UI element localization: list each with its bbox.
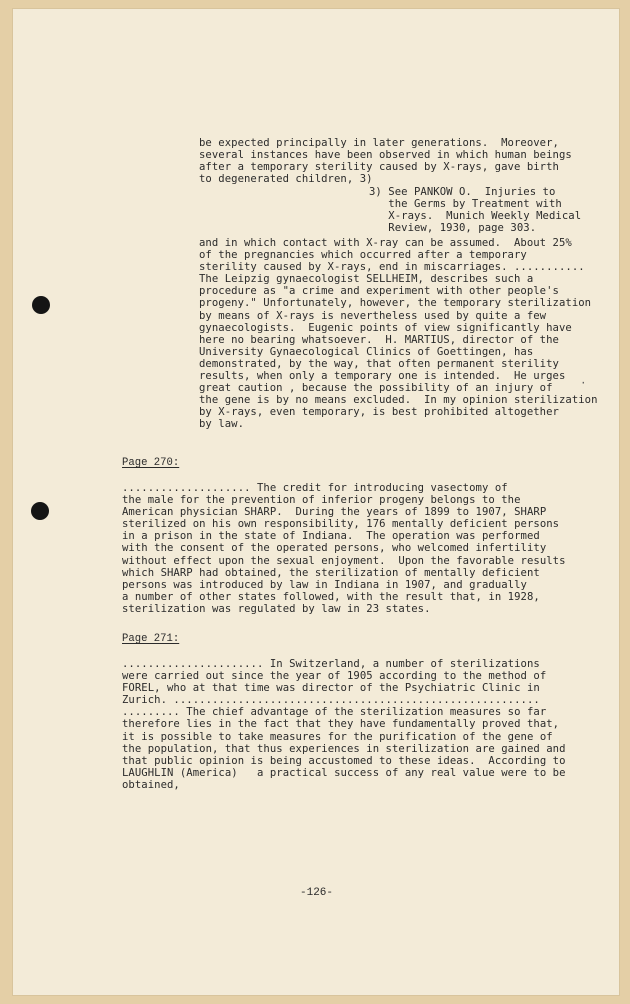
page-number: -126- (300, 887, 334, 899)
footnote-3: 3) See PANKOW O. Injuries to the Germs by Treatment with X-rays. Munich Weekly Medical Review, 1930, page 303. (369, 186, 582, 235)
paragraph-page-270: .................... The credit for introducing vasectomy of the male for the prevention of inferior progeny belongs to the American physician SHARP. During the years of 1899 to 1907, SHARP sterilized on his own responsibility, 176 mentally deficient persons in a prison in the state of Indiana. The operation was performed with the consent of the operated persons, who welcomed infertility without effect upon the sexual enjoyment. Upon the favorable results which SHARP had obtained, the sterilization of mentally deficient persons was introduced by law in Indiana in 1907, and gradually a number of other states followed, with the result that, in 1928, sterilization was regulated by law in 23 states. (122, 482, 566, 615)
paragraph-page-271: ...................... In Switzerland, a number of sterilizations were carried out since the year of 1905 according to the method of FOREL, who at that time was director of the Psychiatric Clinic in Zurich. ......................................................... ......... The chief advantage of the sterilization measures so far therefore lies in the fact that they have fundamentally proved that, it is possible to take measures for the purification of the gene of the population, that thus experiences in sterilization are gained and that public opinion is being accustomed to these ideas. According to LAUGHLIN (America) a practical success of any real value were to be obtained, (122, 658, 566, 791)
heading-page-271: Page 271: (122, 633, 180, 645)
paragraph-xray-sterilization: and in which contact with X-ray can be assumed. About 25% of the pregnancies which occurred after a temporary sterility caused by X-rays, end in miscarriages. ........... The Leipzig gynaecologist SELLHEIM, describes such a procedure as "a crime and experiment with other people's progeny." Unfortunately, however, the temporary sterilization by means of X-rays is nevertheless used by quite a few gynaecologists. Eugenic points of view significantly have here no bearing whatsoever. H. MARTIUS, director of the University Gynaecological Clinics of Goettingen, has demonstrated, by the way, that often permanent sterility results, when only a temporary one is intended. He urges great caution , because the possibility of an injury of the gene is by no means excluded. In my opinion sterilization by X-rays, even temporary, is best prohibited altogether by law. (199, 237, 598, 431)
punch-hole-top (32, 296, 50, 314)
paragraph-intro: be expected principally in later generations. Moreover, several instances have been observed in which human beings after a temporary sterility caused by X-rays, gave birth to degenerated children, 3) (199, 137, 572, 186)
heading-page-270: Page 270: (122, 457, 180, 469)
margin-dot: · (580, 378, 587, 390)
punch-hole-bottom (31, 502, 49, 520)
